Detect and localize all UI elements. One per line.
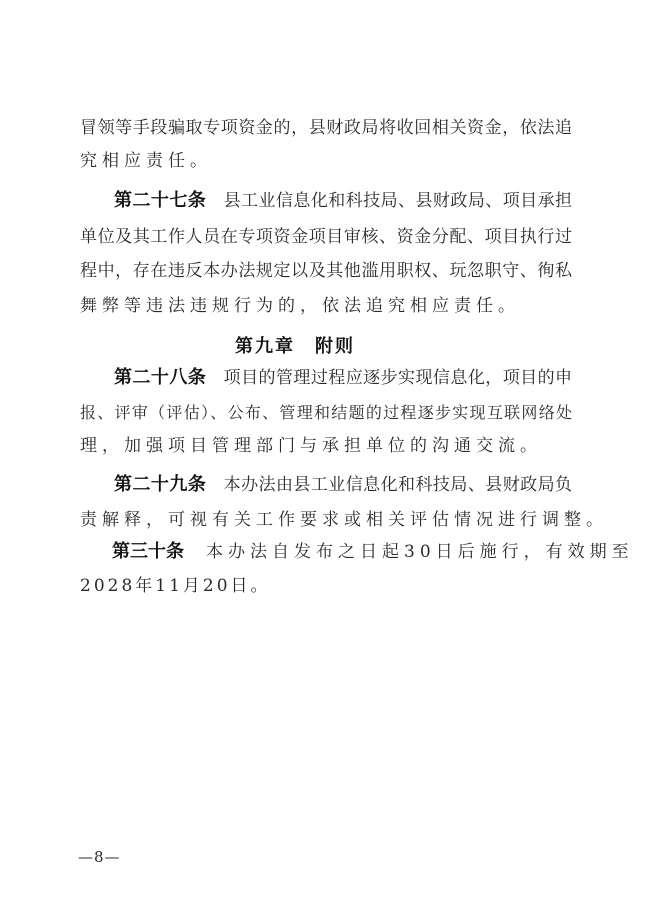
- text-line: 2028年11月20日。: [80, 576, 271, 596]
- text-line: 报、评审（评估）、公布、管理和结题的过程逐步实现互联网络处: [80, 403, 572, 422]
- article-29-line: 第二十九条 本办法由县工业信息化和科技局、县财政局负: [114, 474, 573, 495]
- article-27-title: 第二十七条: [114, 190, 207, 211]
- text-line: 程中，存在违反本办法规定以及其他滥用职权、玩忽职守、徇私: [80, 261, 572, 281]
- text-line: 责解释，可视有关工作要求或相关评估情况进行调整。: [80, 510, 608, 530]
- article-27-line: 第二十七条 县工业信息化和科技局、县财政局、项目承担: [114, 190, 573, 211]
- article-30-line: 第三十条 本办法自发布之日起30日后施行，有效期至: [112, 541, 634, 562]
- chapter-heading: 第九章 附则: [235, 336, 355, 357]
- article-30-title: 第三十条: [112, 541, 184, 562]
- text-line: 冒领等手段骗取专项资金的，县财政局将收回相关资金，依法追: [80, 118, 572, 138]
- article-28-title: 第二十八条: [114, 367, 207, 388]
- text-line: 理，加强项目管理部门与承担单位的沟通交流。: [80, 436, 542, 456]
- page-number: —8—: [78, 848, 121, 866]
- article-29-title: 第二十九条: [114, 474, 207, 495]
- text-line: 单位及其工作人员在专项资金项目审核、资金分配、项目执行过: [80, 227, 572, 247]
- text-line: 舞弊等违法违规行为的，依法追究相应责任。: [80, 296, 520, 316]
- text-line: 究相应责任。: [80, 151, 212, 171]
- article-28-line: 第二十八条 项目的管理过程应逐步实现信息化，项目的申: [114, 367, 573, 388]
